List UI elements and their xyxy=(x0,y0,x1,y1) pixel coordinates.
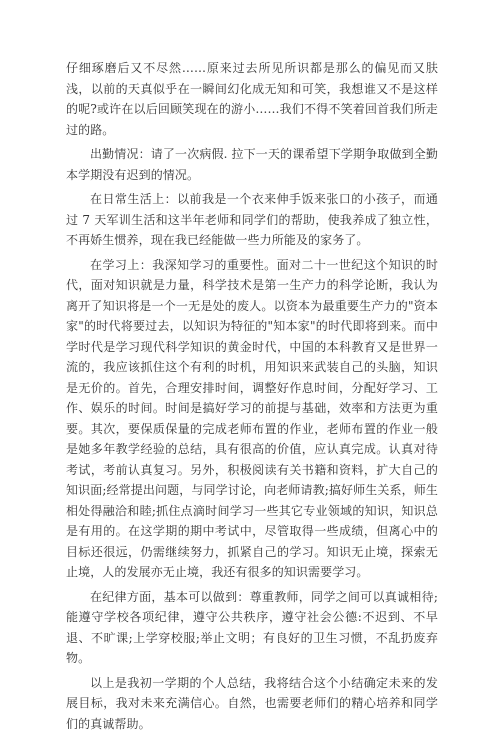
paragraph-attendance: 出勤情况：请了一次病假. 拉下一天的课希望下学期争取做到全勤本学期没有迟到的情况。 xyxy=(66,147,438,182)
paragraph-reflection: 仔细琢磨后又不尽然……原来过去所见所识都是那么的偏见而又肤浅，以前的天真似乎在一瞬间幻化成无知和可笑，我想谁又不是这样的呢?或许在以后回顾笑现在的游小……我们不得不笑着回首我们所走过的路。 xyxy=(66,61,438,137)
paragraph-conclusion: 以上是我初一学期的个人总结，我将结合这个小结确定未来的发展目标，我对未来充满信心。自然，也需要老师们的精心培养和同学们的真诚帮助。 xyxy=(66,675,438,731)
paragraph-daily-life: 在日常生活上：以前我是一个衣来伸手饭来张口的小孩子，而通过 7 天军训生活和这半年老师和同学们的帮助，使我养成了独立性，不再娇生惯养，现在我已经能做一些力所能及的家务了。 xyxy=(66,192,438,247)
paragraph-discipline: 在纪律方面，基本可以做到：尊重教师，同学之间可以真诚相待;能遵守学校各项纪律，遵守公共秩序，遵守社会公德:不迟到、不早退、不旷课;上学穿校服;举止文明；有良好的卫生习惯，不乱扔废弃物。 xyxy=(66,589,438,665)
paragraph-study: 在学习上：我深知学习的重要性。面对二十一世纪这个知识的时代，面对知识就是力量，科学技术是第一生产力的科学论断，我认为离开了知识将是一个一无是处的废人。以资本为最重要生产力的"资本家"的时代将要过去，以知识为特征的"知本家"的时代即将到来。而中学时代是学习现代科学知识的黄金时代，中国的本科教育又是世界一流的，我应该抓住这个有利的时机，用知识来武装自己的头脑，知识是无价的。首先，合理安排时间，调整好作息时间，分配好学习、工作、娱乐的时间。时间是搞好学习的前提与基础，效率和方法更为重要。其次，要保质保量的完成老师布置的作业，老师布置的作业一般是她多年教学经验的总结，具有很高的价值，应认真完成。认真对待考试，考前认真复习。另外，积极阅读有关书籍和资料，扩大自己的知识面;经常提出问题，与同学讨论，向老师请教;搞好师生关系，师生相处得融洽和睦;抓住点滴时间学习一些其它专业领域的知识，知识总是有用的。在这学期的期中考试中，尽管取得一些成绩，但离心中的目标还很远，仍需继续努力，抓紧自己的学习。知识无止境，探索无止境，人的发展亦无止境，我还有很多的知识需要学习。 xyxy=(66,257,438,579)
document-body xyxy=(66,58,438,738)
